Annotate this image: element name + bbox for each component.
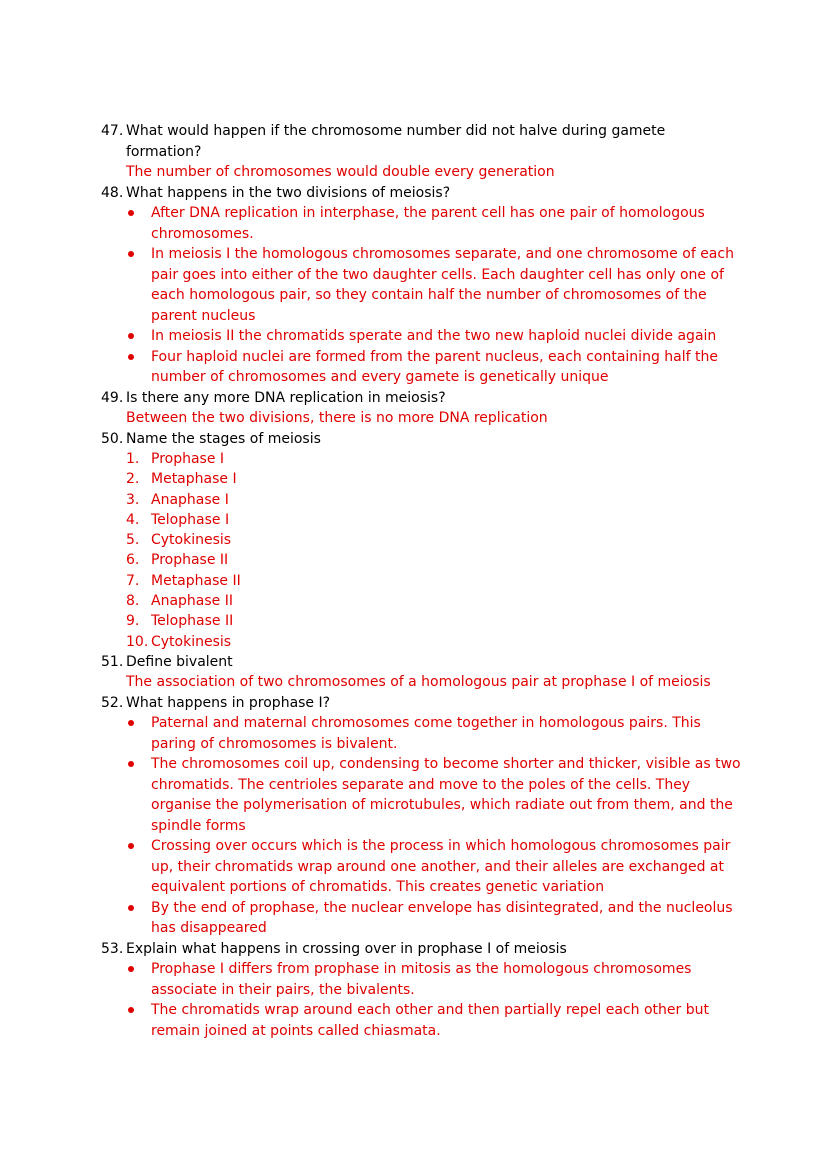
stage-item [101, 490, 741, 510]
stage-label: Metaphase I [151, 471, 237, 488]
stage-label: Prophase II [151, 552, 229, 569]
question-text: Is there any more DNA replication in meiosis? [126, 389, 446, 406]
answer-text: The association of two chromosomes of a homologous pair at prophase I of meiosis [126, 674, 711, 691]
answer-bullet: By the end of prophase, the nuclear envelope has disintegrated, and the nucleolus has disappeared [101, 898, 741, 939]
stage-item [101, 469, 741, 489]
answer-text: The number of chromosomes would double every generation [126, 164, 555, 180]
stage-item [101, 449, 741, 469]
stage-item [101, 591, 741, 611]
stage-number: 4. [126, 511, 140, 528]
answer-bullet-list [101, 713, 741, 939]
stage-number: 2. [126, 471, 140, 488]
question-number: 51. [101, 653, 124, 670]
question-number: 50. [101, 430, 124, 447]
stage-label: Anaphase I [151, 491, 229, 508]
question-number: 48. [101, 184, 124, 201]
answer-bullet-list [101, 203, 741, 388]
question-text: Explain what happens in crossing over in prophase I of meiosis [126, 940, 567, 957]
question-53 [101, 939, 741, 1042]
stage-number: 1. [126, 451, 140, 467]
question-text: Define bivalent [126, 653, 233, 670]
stage-label: Prophase I [151, 451, 225, 467]
meiosis-stages-list [101, 449, 741, 652]
question-48 [101, 183, 741, 388]
stage-number: 10. [126, 633, 149, 650]
answer-bullet: Four haploid nuclei are formed from the parent nucleus, each containing half the number of chromosomes and every gamete is genetically unique [101, 347, 741, 388]
stage-label: Metaphase II [151, 572, 241, 589]
stage-number: 6. [126, 552, 140, 569]
stage-number: 7. [126, 572, 140, 589]
stage-item [101, 571, 741, 591]
answer-bullet: The chromosomes coil up, condensing to become shorter and thicker, visible as two chromatids. The centrioles separate and move to the poles of the cells. They organise the polymerisation of microtubules, which radiate out from them, and the spindle forms [101, 754, 741, 836]
answer-bullet: The chromatids wrap around each other and then partially repel each other but remain joined at points called chiasmata. [101, 1000, 741, 1041]
question-number: 53. [101, 940, 124, 957]
answer-bullet: Crossing over occurs which is the process in which homologous chromosomes pair up, their chromatids wrap around one another, and their alleles are exchanged at equivalent portions of chromatids. This creates genetic variation [101, 836, 741, 898]
question-number: 47. [101, 123, 124, 139]
stage-number: 9. [126, 613, 140, 630]
question-text: What happens in the two divisions of meiosis? [126, 184, 451, 201]
stage-number: 5. [126, 532, 140, 549]
stage-number: 3. [126, 491, 140, 508]
question-text: Name the stages of meiosis [126, 430, 321, 447]
question-text: What would happen if the chromosome number did not halve during gamete formation? [126, 123, 666, 160]
question-number: 49. [101, 389, 124, 406]
answer-bullet: In meiosis I the homologous chromosomes separate, and one chromosome of each pair goes into either of the two daughter cells. Each daughter cell has only one of each homologous pair, so they contain half the number of chromosomes of the parent nucleus [101, 244, 741, 326]
answer-bullet: After DNA replication in interphase, the parent cell has one pair of homologous chromosomes. [101, 203, 741, 244]
document-page [101, 121, 741, 1041]
question-52 [101, 693, 741, 939]
question-number: 52. [101, 694, 124, 711]
stage-item [101, 611, 741, 631]
answer-bullet: Prophase I differs from prophase in mitosis as the homologous chromosomes associate in their pairs, the bivalents. [101, 959, 741, 1000]
stage-label: Telophase II [151, 613, 234, 630]
stage-item [101, 530, 741, 550]
question-51 [101, 652, 741, 693]
stage-label: Telophase I [151, 511, 230, 528]
answer-bullet: Paternal and maternal chromosomes come together in homologous pairs. This paring of chromosomes is bivalent. [101, 713, 741, 754]
stage-item [101, 510, 741, 530]
stage-label: Cytokinesis [151, 532, 232, 549]
answer-bullet-list [101, 959, 741, 1041]
question-50 [101, 429, 741, 652]
stage-label: Cytokinesis [151, 633, 232, 650]
answer-bullet: In meiosis II the chromatids sperate and the two new haploid nuclei divide again [101, 326, 741, 347]
stage-item [101, 550, 741, 570]
stage-number: 8. [126, 593, 140, 610]
question-49 [101, 388, 741, 429]
stage-label: Anaphase II [151, 593, 233, 610]
question-text: What happens in prophase I? [126, 694, 331, 711]
stage-item [101, 632, 741, 652]
question-47 [101, 121, 741, 183]
answer-text: Between the two divisions, there is no more DNA replication [126, 410, 548, 426]
